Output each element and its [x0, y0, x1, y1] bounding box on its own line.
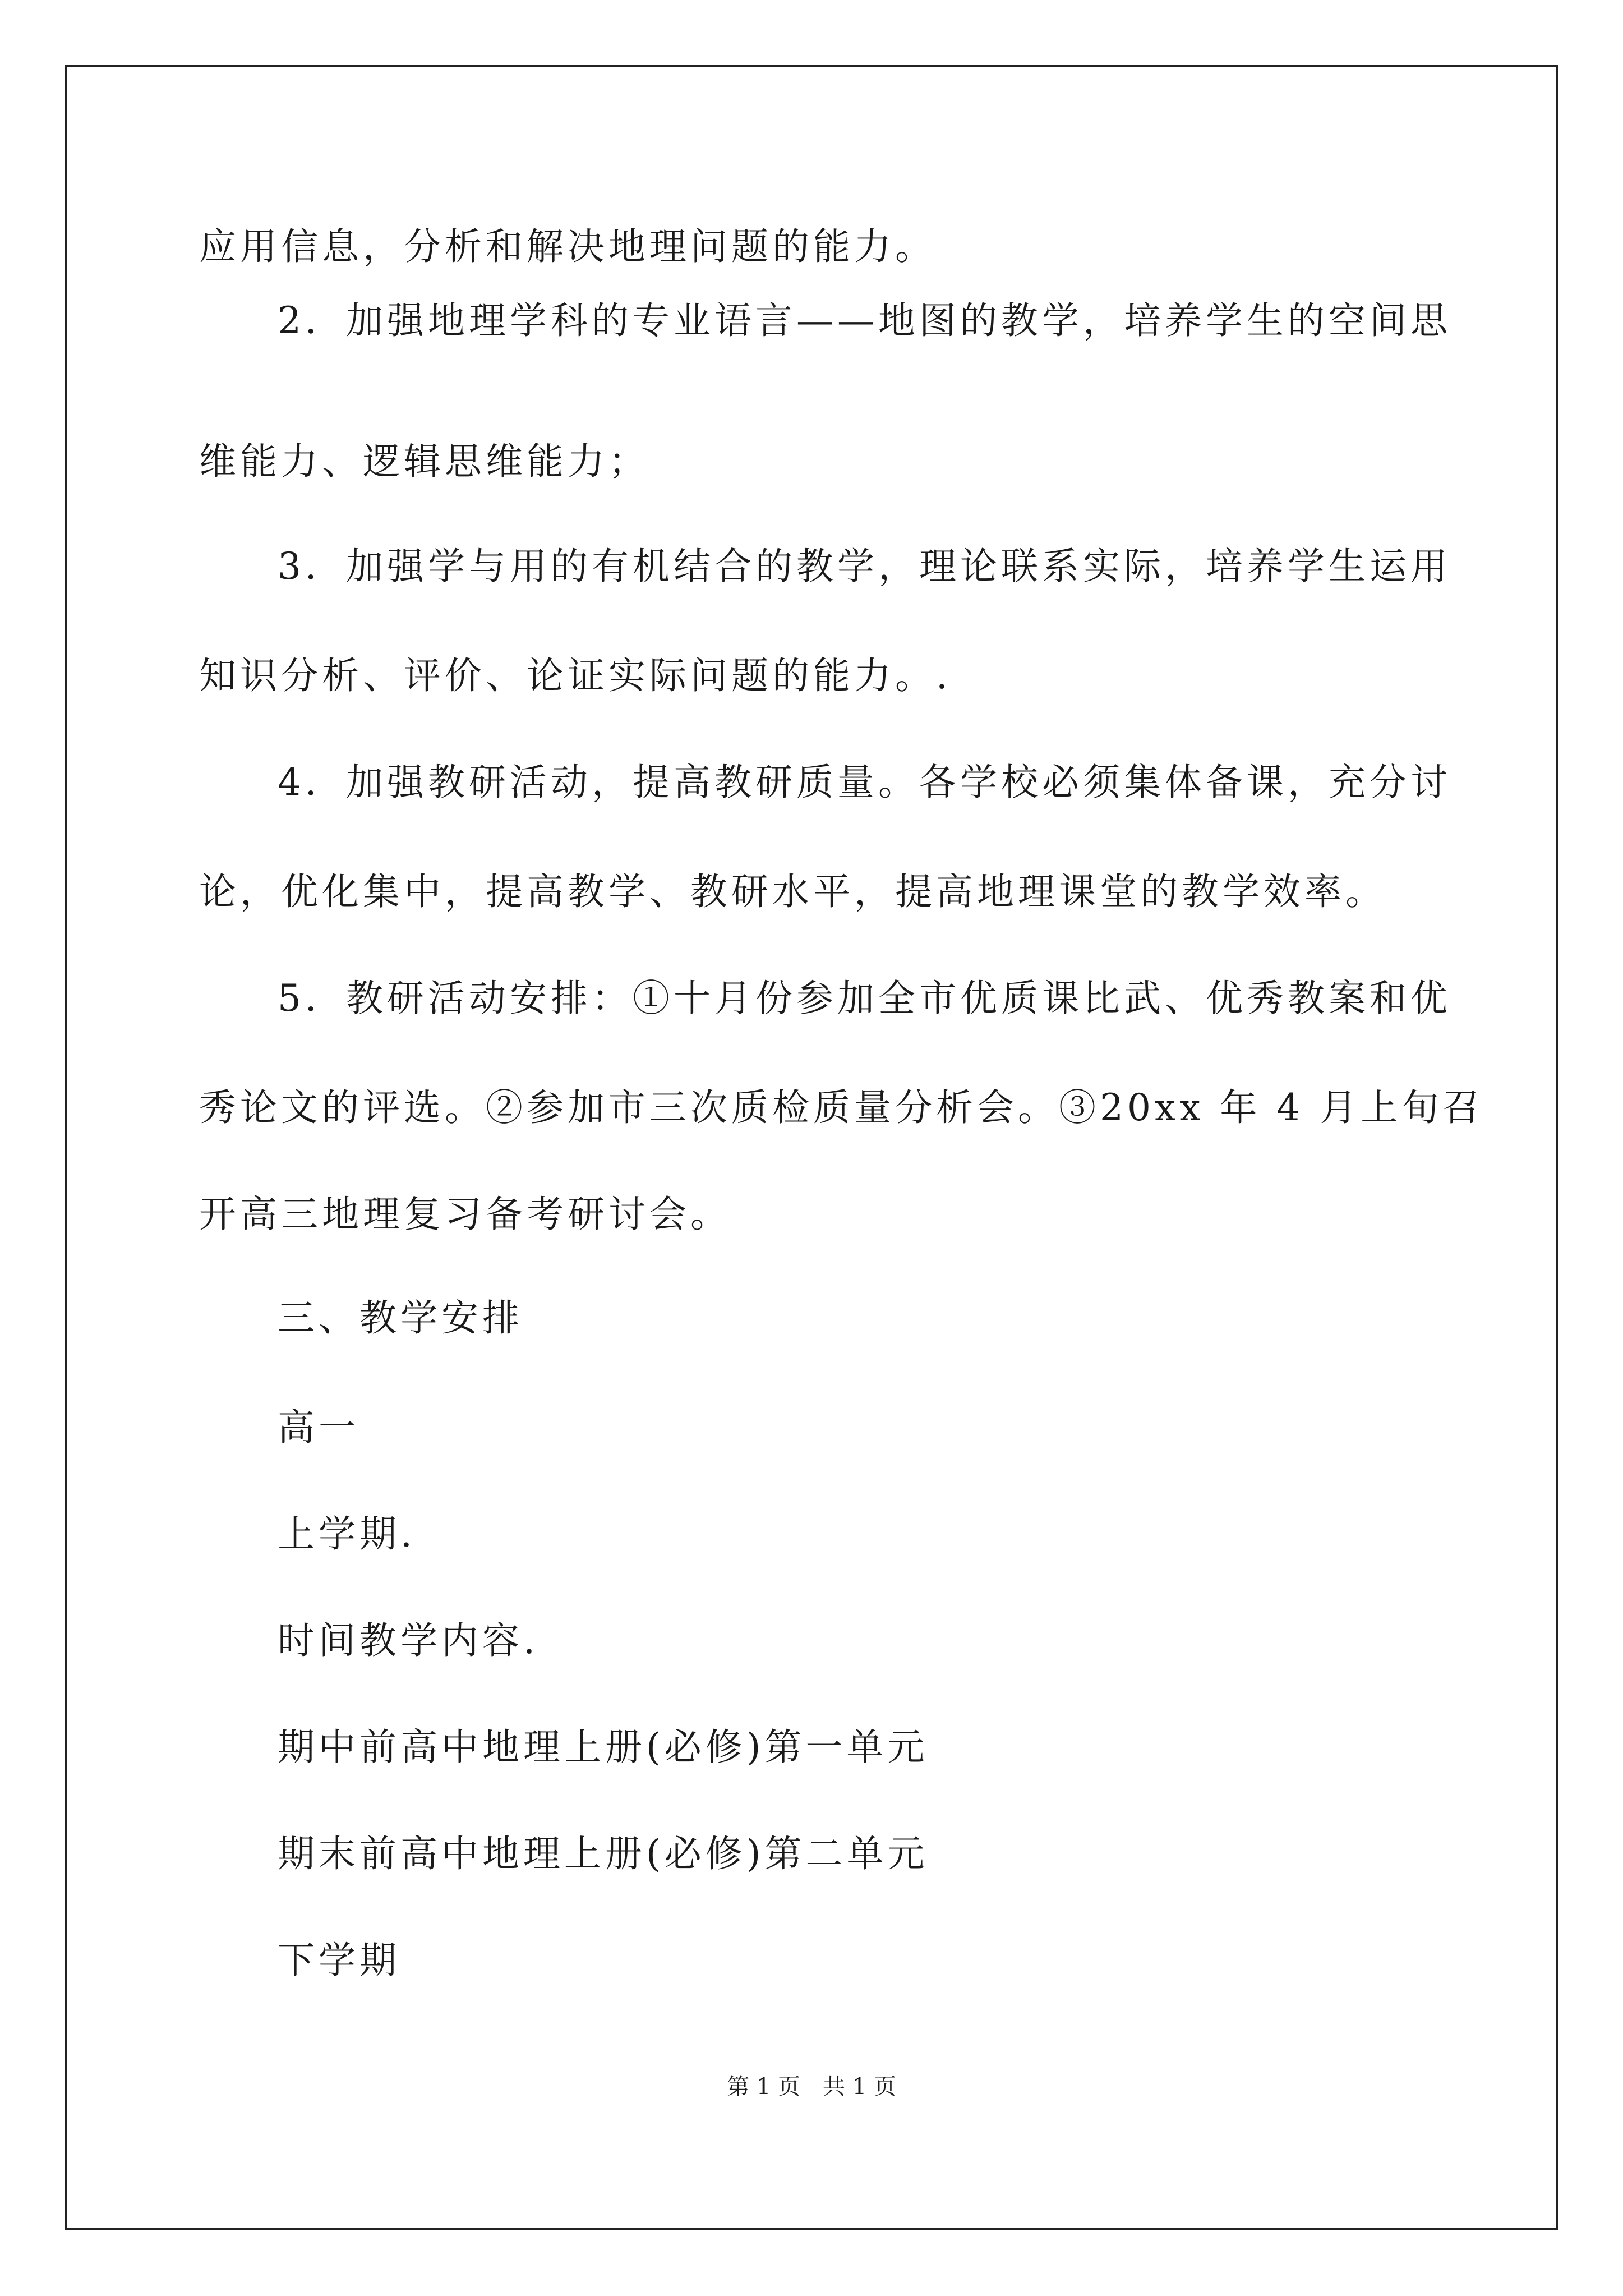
text-line: 5．教研活动安排：①十月份参加全市优质课比武、优秀教案和优	[278, 977, 1451, 1020]
table-header-line: 时间教学内容.	[278, 1619, 539, 1662]
schedule-line: 期中前高中地理上册(必修)第一单元	[278, 1726, 929, 1769]
page-footer: 第 1 页 共 1 页	[727, 2074, 896, 2100]
text-line: 应用信息，分析和解决地理问题的能力。	[199, 225, 936, 268]
text-line: 2．加强地理学科的专业语言——地图的教学，培养学生的空间思	[278, 299, 1451, 342]
semester-heading: 下学期	[278, 1939, 400, 1982]
semester-heading: 上学期.	[278, 1512, 416, 1556]
text-line: 4．加强教研活动，提高教研质量。各学校必须集体备课，充分讨	[278, 761, 1451, 804]
grade-heading: 高一	[278, 1406, 359, 1449]
section-heading: 三、教学安排	[278, 1296, 523, 1340]
text-line: 秀论文的评选。②参加市三次质检质量分析会。③20xx 年 4 月上旬召	[199, 1086, 1484, 1129]
text-line: 知识分析、评价、论证实际问题的能力。.	[199, 654, 952, 697]
text-line: 开高三地理复习备考研讨会。	[199, 1193, 731, 1236]
text-line: 论，优化集中，提高教学、教研水平，提高地理课堂的教学效率。	[199, 870, 1386, 913]
page-border	[65, 65, 1558, 2230]
schedule-line: 期末前高中地理上册(必修)第二单元	[278, 1832, 929, 1875]
text-line: 3．加强学与用的有机结合的教学，理论联系实际，培养学生运用	[278, 545, 1451, 588]
text-line: 维能力、逻辑思维能力；	[199, 440, 649, 483]
